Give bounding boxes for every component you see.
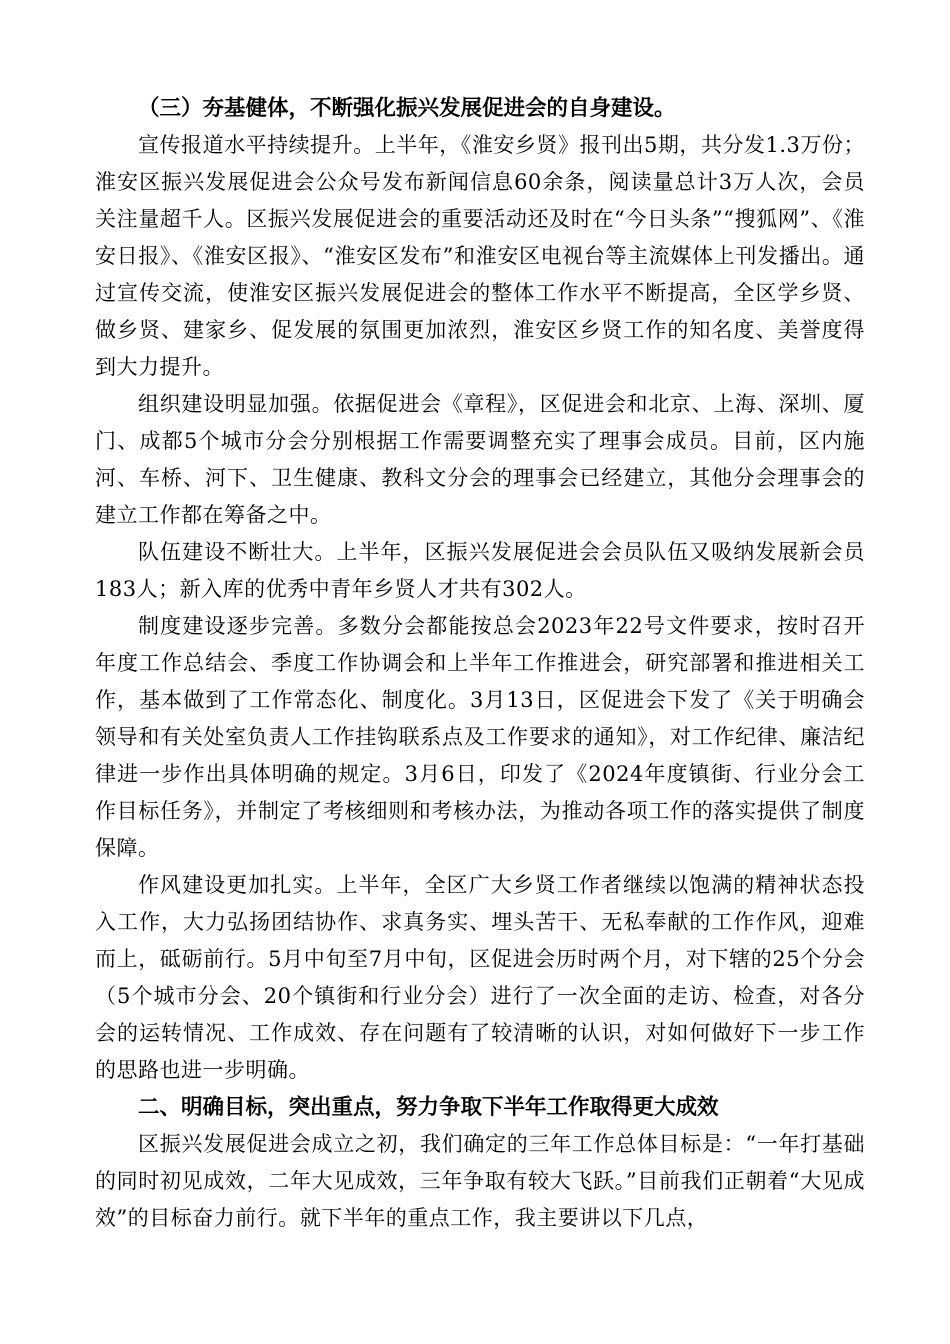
paragraph-style: 作风建设更加扎实。上半年，全区广大乡贤工作者继续以饱满的精神状态投入工作，大力弘扬团结协作、求真务实、埋头苦干、无私奉献的工作作风，迎难而上，砥砺前行。5月中旬至7月中旬，区促进会历时两个月，对下辖的25个分会（5个城市分会、20个镇街和行业分会）进行了一次全面的走访、检查，对各分会的运转情况、工作成效、存在问题有了较清晰的认识，对如何做好下一步工作的思路也进一步明确。	[95, 873, 865, 1082]
paragraph-organization: 组织建设明显加强。依据促进会《章程》，区促进会和北京、上海、深圳、厦门、成都5个城市分会分别根据工作需要调整充实了理事会成员。目前，区内施河、车桥、河下、卫生健康、教科文分会的理事会已经建立，其他分会理事会的建立工作都在筹备之中。	[95, 392, 865, 527]
section-heading: （三）夯基健体，不断强化振兴发展促进会的自身建设。	[138, 96, 676, 121]
section2-paragraph: 区振兴发展促进会成立之初，我们确定的三年工作总体目标是：“一年打基础的同时初见成效，二年大见成效，三年争取有较大飞跃。”目前我们正朝着“大见成效”的目标奋力前行。就下半年的重点工作，我主要讲以下几点，	[95, 1132, 865, 1230]
paragraph-team: 队伍建设不断壮大。上半年，区振兴发展促进会会员队伍又吸纳发展新会员183人；新入库的优秀中青年乡贤人才共有302人。	[95, 540, 865, 601]
document-body	[95, 90, 865, 1237]
paragraph-system: 制度建设逐步完善。多数分会都能按总会2023年22号文件要求，按时召开年度工作总结会、季度工作协调会和上半年工作推进会，研究部署和推进相关工作，基本做到了工作常态化、制度化。3月13日，区促进会下发了《关于明确会领导和有关处室负责人工作挂钩联系点及工作要求的通知》，对工作纪律、廉洁纪律进一步作出具体明确的规定。3月6日，印发了《2024年度镇街、行业分会工作目标任务》，并制定了考核细则和考核办法，为推动各项工作的落实提供了制度保障。	[95, 614, 865, 860]
paragraph-publicity: 宣传报道水平持续提升。上半年，《淮安乡贤》报刊出5期，共分发1.3万份；淮安区振兴发展促进会公众号发布新闻信息60余条，阅读量总计3万人次，会员关注量超千人。区振兴发展促进会的重要活动还及时在“今日头条”“搜狐网”、《淮安日报》、《淮安区报》、“淮安区发布”和淮安区电视台等主流媒体上刊发播出。通过宣传交流，使淮安区振兴发展促进会的整体工作水平不断提高，全区学乡贤、做乡贤、建家乡、促发展的氛围更加浓烈，淮安区乡贤工作的知名度、美誉度得到大力提升。	[95, 133, 865, 379]
section2-heading: 二、明确目标，突出重点，努力争取下半年工作取得更大成效	[138, 1095, 719, 1120]
